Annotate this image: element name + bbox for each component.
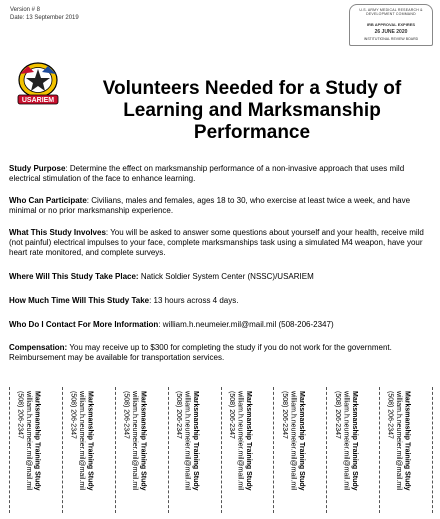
time-label: How Much Time Will This Study Take — [9, 296, 150, 305]
compensation-text: You may receive up to $300 for completing the study if you do not work for the government. Reimbursement may be available for transportation services. — [9, 343, 392, 362]
tab-phone: (508) 206-2347 — [333, 391, 341, 439]
study-purpose-section — [9, 164, 433, 184]
stamp-label: IRB APPROVAL EXPIRES — [366, 22, 416, 27]
tear-off-tabs — [9, 387, 433, 513]
tab-title: Marksmanship Training Study — [403, 391, 411, 491]
tab-title: Marksmanship Training Study — [192, 391, 200, 491]
title-line-2: Learning and Marksmanship Performance — [123, 100, 381, 143]
logo-label: USARIEM — [21, 97, 55, 104]
who-can-participate-section — [9, 196, 433, 216]
where-section — [9, 272, 433, 282]
tear-off-tab[interactable] — [379, 387, 433, 513]
compensation-label: Compensation: — [9, 343, 68, 352]
version-info — [10, 6, 79, 22]
version-number: Version # 8 — [10, 7, 41, 13]
tab-title: Marksmanship Training Study — [33, 391, 41, 491]
version-date: Date: 13 September 2019 — [10, 15, 79, 21]
tab-phone: (508) 206-2347 — [386, 391, 394, 439]
tab-email: william.h.neumeier.mil@mail.mil — [395, 391, 403, 491]
contact-section — [9, 320, 433, 330]
tab-email: william.h.neumeier.mil@mail.mil — [25, 391, 32, 491]
stamp-date: 26 JUNE 2020 — [374, 29, 408, 35]
tear-off-tab[interactable] — [326, 387, 379, 513]
time-section — [9, 296, 433, 306]
tear-off-tab[interactable] — [9, 387, 62, 513]
tear-off-tab[interactable] — [62, 387, 115, 513]
tear-off-tab[interactable] — [168, 387, 221, 513]
tab-email: william.h.neumeier.mil@mail.mil — [77, 391, 85, 491]
tab-phone: (508) 206-2347 — [280, 391, 288, 439]
what-study-involves-label: What This Study Involves — [9, 228, 106, 237]
tab-phone: (508) 206-2347 — [122, 391, 130, 439]
tab-phone: (508) 206-2347 — [69, 391, 77, 439]
tear-off-tab[interactable] — [115, 387, 168, 513]
what-study-involves-text: : You will be asked to answer some questions about yourself and your health, receive mild (not painful) electrical impulses to your face, complete marksmanships task using a simulated M4 weapon, have your heart rate monitored, and complete surveys. — [9, 228, 424, 257]
tab-email: william.h.neumeier.mil@mail.mil — [342, 391, 350, 491]
tear-off-tab[interactable] — [273, 387, 326, 513]
who-can-participate-label: Who Can Participate — [9, 196, 87, 205]
contact-label: Who Do I Contact For More Information — [9, 320, 159, 329]
study-purpose-text: : Determine the effect on marksmanship performance of a non-invasive approach that uses mild electrical stimulation of the face to enhance learning. — [9, 164, 405, 183]
tear-off-tab[interactable] — [221, 387, 274, 513]
irb-approval-stamp — [349, 4, 433, 46]
contact-phone[interactable]: (508-206-2347) — [276, 320, 334, 329]
usariem-logo — [14, 60, 62, 110]
what-study-involves-section — [9, 228, 433, 258]
tab-email: william.h.neumeier.mil@mail.mil — [289, 391, 297, 491]
tab-title: Marksmanship Training Study — [245, 391, 252, 491]
tab-phone: (508) 206-2347 — [175, 391, 183, 439]
tab-title: Marksmanship Training Study — [86, 391, 94, 491]
tab-phone: (508) 206-2347 — [228, 391, 235, 439]
study-purpose-label: Study Purpose — [9, 164, 66, 173]
time-text: : 13 hours across 4 days. — [149, 296, 239, 305]
where-label: Where Will This Study Take Place: — [9, 272, 139, 281]
tab-email: william.h.neumeier.mil@mail.mil — [236, 391, 244, 491]
tab-title: Marksmanship Training Study — [139, 391, 147, 491]
title-line-1: Volunteers Needed for a Study of — [102, 78, 402, 99]
page-title — [72, 78, 432, 144]
tab-title: Marksmanship Training Study — [350, 391, 358, 491]
stamp-organization: U.S. ARMY MEDICAL RESEARCH & DEVELOPMENT COMMAND — [359, 8, 423, 16]
where-text: Natick Soldier System Center (NSSC)/USARIEM — [138, 272, 314, 281]
tab-email: william.h.neumeier.mil@mail.mil — [183, 391, 191, 491]
compensation-section — [9, 343, 433, 363]
tab-title: Marksmanship Training Study — [297, 391, 305, 491]
stamp-board: INSTITUTIONAL REVIEW BOARD — [363, 37, 419, 41]
who-can-participate-text: : Civilians, males and females, ages 18 to 30, who exercise at least twice a week, and have minimal or no prior marksmanship experience. — [9, 196, 411, 215]
tab-phone: (508) 206-2347 — [16, 391, 24, 439]
tab-email: william.h.neumeier.mil@mail.mil — [130, 391, 138, 491]
contact-email[interactable]: : william.h.neumeier.mil@mail.mil — [158, 320, 277, 329]
